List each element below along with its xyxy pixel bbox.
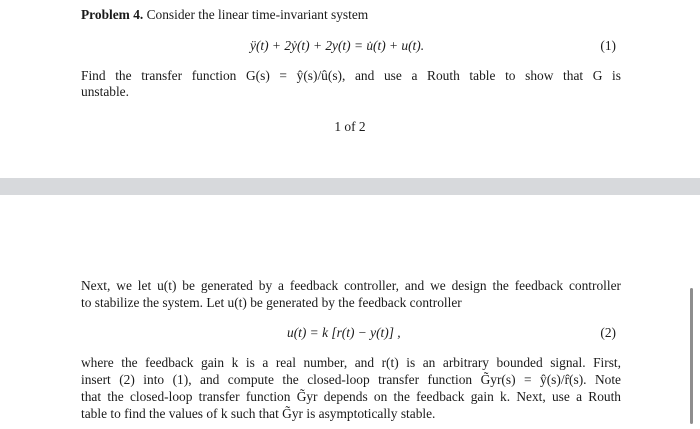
document-page-2 xyxy=(0,195,700,429)
page-separator xyxy=(0,178,700,195)
paragraph-2-line-2: insert (2) into (1), and compute the closed-loop transfer function G̃yr(s) = ŷ(s)/r̂(s). Note xyxy=(81,372,621,387)
problem-heading xyxy=(81,7,621,23)
document-page-1 xyxy=(0,0,700,178)
task-text-line-1: Find the transfer function G(s) = ŷ(s)/û(s), and use a Routh table to show that G is xyxy=(81,68,621,83)
paragraph-2-line-1: where the feedback gain k is a real number, and r(t) is an arbitrary bounded signal. First, xyxy=(81,355,621,370)
equation-2-body: u(t) = k [r(t) − y(t)] , xyxy=(287,325,401,340)
paragraph-2-line-3: that the closed-loop transfer function G̃yr depends on the feedback gain k. Next, use a Routh xyxy=(81,389,621,404)
equation-1-body: ÿ(t) + 2ẏ(t) + 2y(t) = u̇(t) + u(t). xyxy=(250,38,425,53)
paragraph-2-line-4: table to find the values of k such that G̃yr is asymptotically stable. xyxy=(81,406,436,421)
paragraph-1-line-1: Next, we let u(t) be generated by a feedback controller, and we design the feedback controller xyxy=(81,278,621,293)
equation-2-number: (2) xyxy=(600,325,616,340)
paragraph-1-line-2: to stabilize the system. Let u(t) be generated by the feedback controller xyxy=(81,295,462,310)
vertical-scrollbar[interactable] xyxy=(690,288,693,424)
problem-intro: Consider the linear time-invariant system xyxy=(146,7,369,22)
equation-1-number: (1) xyxy=(600,38,616,53)
task-text-line-2: unstable. xyxy=(81,84,129,99)
page-number: 1 of 2 xyxy=(334,119,366,134)
problem-label: Problem 4. xyxy=(81,7,144,22)
